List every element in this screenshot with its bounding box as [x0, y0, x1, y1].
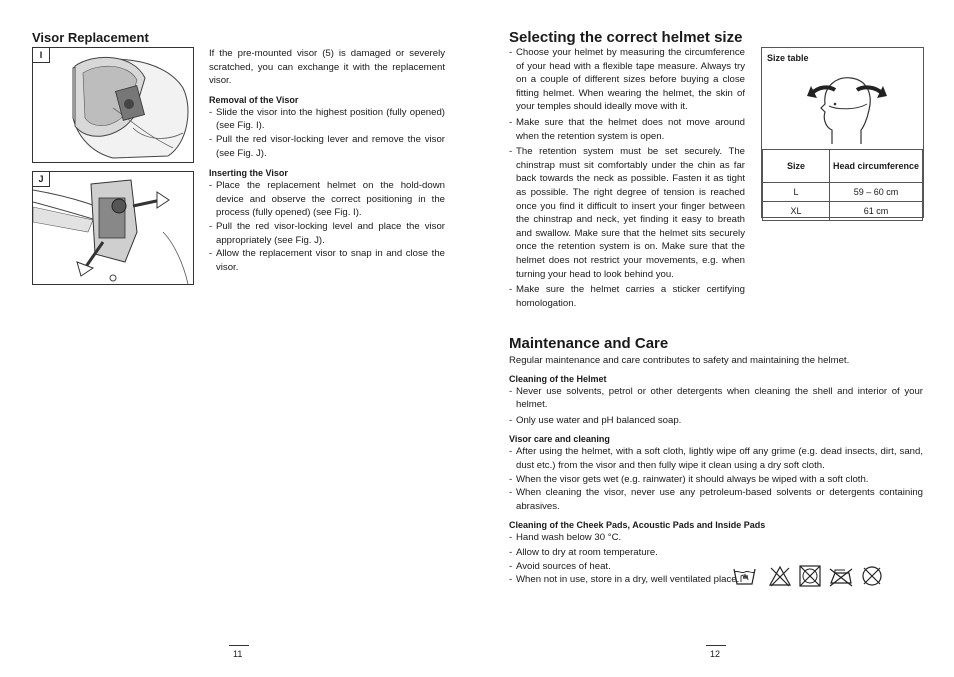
inserting-heading: Inserting the Visor	[209, 168, 288, 179]
figure-i-label: I	[33, 48, 50, 63]
selecting-title: Selecting the correct helmet size	[509, 29, 743, 46]
list-item: - After using the helmet, with a soft cloth, lightly wipe off any grime (e.g. dead insects, dirt, sand, dust etc.) from the visor and then fully wipe it clean using a dry soft cloth.	[509, 445, 923, 472]
page-number-right: 12	[710, 649, 721, 659]
size-cell: L	[763, 183, 830, 202]
head-col-header: Head circumference	[830, 150, 923, 183]
visor-lever-detail-drawing	[33, 172, 193, 284]
list-item: - Hand wash below 30 °C.	[509, 531, 749, 545]
size-table-title: Size table	[767, 53, 809, 63]
list-item: - The retention system must be set securely. The chinstrap must sit comfortably under the chin as far back towards the neck as possible. Fasten it as tight as possible. The right degree of tension is reached once you find it difficult to insert your finger between the chinstrap and neck, yet finding it easy to breath and swallow. Make sure that the helmet sits securely once the retention system is on. Make sure that the helmet does not restrict your movements, e.g. when turning your head to look behind you.	[509, 145, 745, 281]
list-item: - When the visor gets wet (e.g. rainwater) it should always be wiped with a soft cloth.	[509, 473, 923, 487]
list-item: - Pull the red visor-locking lever and remove the visor (see Fig. J).	[209, 133, 445, 160]
size-cell: XL	[763, 202, 830, 221]
inserting-list	[209, 179, 445, 274]
visor-intro-text: If the pre-mounted visor (5) is damaged or severely scratched, you can exchange it with the replacement visor.	[209, 48, 445, 87]
list-item: - Slide the visor into the highest position (fully opened) (see Fig. I).	[209, 106, 445, 133]
no-tumble-dry-icon	[800, 566, 820, 586]
pads-list	[509, 531, 749, 586]
list-item: - When cleaning the visor, never use any petroleum-based solvents or detergents containing abrasives.	[509, 486, 923, 513]
list-item: - When not in use, store in a dry, well ventilated place.	[509, 573, 749, 587]
size-table-box	[761, 47, 924, 218]
hand-wash-icon	[734, 569, 755, 584]
visor-care-list	[509, 445, 923, 513]
table-row	[763, 202, 923, 221]
selecting-list	[509, 46, 745, 310]
visor-care-heading: Visor care and cleaning	[509, 434, 610, 445]
size-table	[762, 149, 923, 221]
list-item: - Make sure that the helmet does not move around when the retention system is open.	[509, 116, 745, 143]
list-item: - Only use water and pH balanced soap.	[509, 414, 923, 428]
helmet-open-visor-drawing	[33, 48, 193, 162]
page-number-left: 11	[233, 649, 243, 659]
list-item: - Allow to dry at room temperature.	[509, 546, 749, 560]
list-item: - Pull the red visor-locking level and place the visor appropriately (see Fig. J).	[209, 220, 445, 247]
no-iron-icon	[830, 569, 852, 586]
figure-j-label: J	[33, 172, 50, 187]
list-item: - Choose your helmet by measuring the circumference of your head with a flexible tape measure. Always try on a couple of different sizes before buying a close fitting helmet. When wearing the helmet, the skin of your temples should ideally move with it.	[509, 46, 745, 114]
cleaning-helmet-heading: Cleaning of the Helmet	[509, 373, 607, 384]
list-item: - Place the replacement helmet on the hold-down device and observe the correct positioning in the process (fully opened) (see Fig. I).	[209, 179, 445, 220]
list-item: - Avoid sources of heat.	[509, 560, 749, 574]
no-bleach-icon	[770, 567, 790, 586]
list-item: - Make sure the helmet carries a sticker certifying homologation.	[509, 283, 745, 310]
maintenance-title: Maintenance and Care	[509, 335, 669, 352]
head-measure-icon	[807, 72, 887, 148]
pads-heading: Cleaning of the Cheek Pads, Acoustic Pads and Inside Pads	[509, 520, 766, 531]
circ-cell: 61 cm	[830, 202, 923, 221]
no-dry-clean-icon	[863, 567, 881, 585]
maintenance-intro: Regular maintenance and care contributes to safety and maintaining the helmet.	[509, 355, 850, 366]
figure-j	[32, 171, 194, 285]
circ-cell: 59 – 60 cm	[830, 183, 923, 202]
figure-i	[32, 47, 194, 163]
page-rule-left	[229, 645, 249, 646]
removal-list	[209, 106, 445, 160]
size-col-header: Size	[763, 150, 830, 183]
visor-replacement-title: Visor Replacement	[32, 30, 149, 45]
page-rule-right	[706, 645, 726, 646]
cleaning-helmet-list	[509, 385, 923, 428]
list-item: - Allow the replacement visor to snap in and close the visor.	[209, 247, 445, 274]
list-item: - Never use solvents, petrol or other detergents when cleaning the shell and interior of your helmet.	[509, 385, 923, 412]
removal-heading: Removal of the Visor	[209, 94, 299, 105]
table-row	[763, 183, 923, 202]
care-icons	[733, 565, 885, 587]
